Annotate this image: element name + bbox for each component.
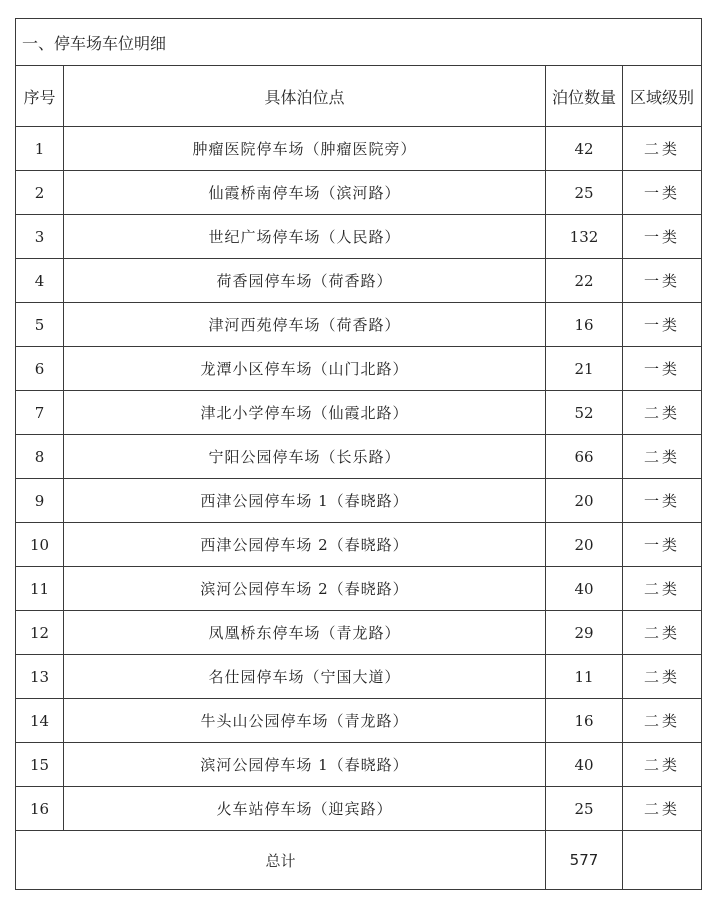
- cell-level: 一类: [623, 479, 702, 523]
- table-row: [16, 787, 702, 831]
- total-count: 577: [546, 831, 623, 890]
- header-location: 具体泊位点: [64, 66, 546, 127]
- header-row: [16, 66, 702, 127]
- cell-level: 二类: [623, 699, 702, 743]
- cell-location: 西津公园停车场 1（春晓路）: [64, 479, 546, 523]
- cell-location: 世纪广场停车场（人民路）: [64, 215, 546, 259]
- table-row: [16, 171, 702, 215]
- parking-detail-table: [15, 18, 702, 890]
- total-label: 总计: [16, 831, 546, 890]
- cell-location: 荷香园停车场（荷香路）: [64, 259, 546, 303]
- cell-count: 22: [546, 259, 623, 303]
- total-row: [16, 831, 702, 890]
- cell-count: 11: [546, 655, 623, 699]
- cell-count: 16: [546, 303, 623, 347]
- cell-level: 一类: [623, 523, 702, 567]
- cell-index: 9: [16, 479, 64, 523]
- cell-count: 21: [546, 347, 623, 391]
- table-title-row: [16, 19, 702, 66]
- header-count: 泊位数量: [546, 66, 623, 127]
- cell-index: 16: [16, 787, 64, 831]
- header-index: 序号: [16, 66, 64, 127]
- cell-index: 7: [16, 391, 64, 435]
- cell-location: 滨河公园停车场 2（春晓路）: [64, 567, 546, 611]
- table-row: [16, 391, 702, 435]
- cell-location: 名仕园停车场（宁国大道）: [64, 655, 546, 699]
- cell-index: 3: [16, 215, 64, 259]
- cell-index: 11: [16, 567, 64, 611]
- table-row: [16, 479, 702, 523]
- cell-level: 二类: [623, 391, 702, 435]
- header-level: 区域级别: [623, 66, 702, 127]
- cell-location: 仙霞桥南停车场（滨河路）: [64, 171, 546, 215]
- cell-index: 5: [16, 303, 64, 347]
- cell-index: 1: [16, 127, 64, 171]
- cell-index: 15: [16, 743, 64, 787]
- cell-index: 8: [16, 435, 64, 479]
- cell-count: 40: [546, 743, 623, 787]
- cell-location: 牛头山公园停车场（青龙路）: [64, 699, 546, 743]
- cell-count: 20: [546, 523, 623, 567]
- cell-location: 肿瘤医院停车场（肿瘤医院旁）: [64, 127, 546, 171]
- cell-count: 29: [546, 611, 623, 655]
- cell-location: 津北小学停车场（仙霞北路）: [64, 391, 546, 435]
- cell-count: 40: [546, 567, 623, 611]
- cell-location: 宁阳公园停车场（长乐路）: [64, 435, 546, 479]
- table-row: [16, 303, 702, 347]
- cell-index: 4: [16, 259, 64, 303]
- cell-level: 一类: [623, 259, 702, 303]
- cell-level: 一类: [623, 347, 702, 391]
- cell-level: 二类: [623, 655, 702, 699]
- table-title: 一、停车场车位明细: [16, 19, 702, 66]
- cell-index: 10: [16, 523, 64, 567]
- cell-level: 二类: [623, 127, 702, 171]
- table-row: [16, 655, 702, 699]
- cell-count: 25: [546, 171, 623, 215]
- cell-level: 二类: [623, 787, 702, 831]
- cell-count: 25: [546, 787, 623, 831]
- cell-count: 42: [546, 127, 623, 171]
- table-row: [16, 699, 702, 743]
- cell-location: 龙潭小区停车场（山门北路）: [64, 347, 546, 391]
- cell-index: 6: [16, 347, 64, 391]
- cell-index: 14: [16, 699, 64, 743]
- table-row: [16, 215, 702, 259]
- cell-level: 一类: [623, 171, 702, 215]
- cell-count: 16: [546, 699, 623, 743]
- table-row: [16, 611, 702, 655]
- cell-index: 2: [16, 171, 64, 215]
- cell-level: 二类: [623, 611, 702, 655]
- table-row: [16, 743, 702, 787]
- table-row: [16, 259, 702, 303]
- cell-level: 二类: [623, 435, 702, 479]
- cell-count: 132: [546, 215, 623, 259]
- cell-level: 二类: [623, 567, 702, 611]
- cell-count: 52: [546, 391, 623, 435]
- cell-location: 凤凰桥东停车场（青龙路）: [64, 611, 546, 655]
- cell-level: 一类: [623, 215, 702, 259]
- cell-level: 二类: [623, 743, 702, 787]
- cell-location: 西津公园停车场 2（春晓路）: [64, 523, 546, 567]
- cell-count: 20: [546, 479, 623, 523]
- table-row: [16, 127, 702, 171]
- cell-location: 火车站停车场（迎宾路）: [64, 787, 546, 831]
- cell-location: 滨河公园停车场 1（春晓路）: [64, 743, 546, 787]
- cell-location: 津河西苑停车场（荷香路）: [64, 303, 546, 347]
- table-row: [16, 567, 702, 611]
- cell-index: 12: [16, 611, 64, 655]
- total-level: [623, 831, 702, 890]
- cell-index: 13: [16, 655, 64, 699]
- cell-level: 一类: [623, 303, 702, 347]
- table-row: [16, 435, 702, 479]
- table-row: [16, 523, 702, 567]
- table-row: [16, 347, 702, 391]
- cell-count: 66: [546, 435, 623, 479]
